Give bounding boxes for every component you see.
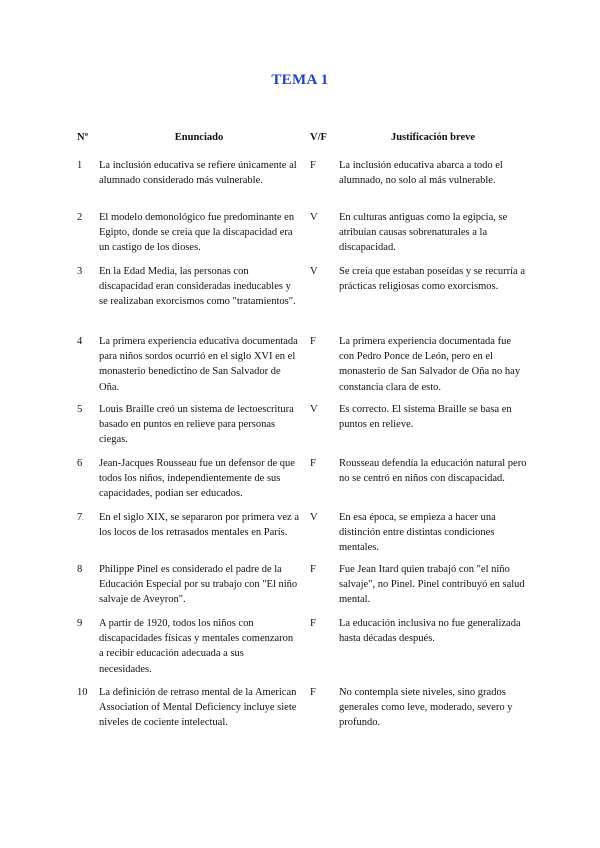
row-justification: La inclusión educativa abarca a todo el alumnado, no solo al más vulnerable. (339, 160, 503, 187)
row-number: 4 (77, 336, 83, 347)
row-justification: En culturas antiguas como la egipcia, se atribuían causas sobrenaturales a la discapacidad. (339, 212, 508, 254)
table-row (77, 402, 527, 456)
header-statement: Enunciado (174, 132, 224, 143)
row-number: 2 (77, 212, 83, 223)
row-vf: V (310, 212, 318, 223)
table-row (77, 685, 527, 745)
row-number: 3 (77, 266, 83, 277)
row-statement: La primera experiencia educativa documentada para niños sordos ocurrió en el siglo XVI en el monasterio benedictino de San Salvador de Oña. (99, 336, 298, 393)
table-row (77, 334, 527, 402)
row-justification: En esa época, se empieza a hacer una distinción entre distintas condiciones mentales. (339, 512, 496, 554)
table-row (77, 158, 527, 210)
row-vf: V (310, 512, 318, 523)
row-justification: Es correcto. El sistema Braille se basa en puntos en relieve. (339, 404, 512, 431)
row-statement: Jean-Jacques Rousseau fue un defensor de que todos los niños, independientemente de sus capacidades, podían ser educados. (99, 458, 295, 500)
table-header (77, 128, 527, 158)
table-row (77, 562, 527, 616)
row-statement: La definición de retraso mental de la American Association of Mental Deficiency incluye siete niveles de cociente intelectual. (99, 687, 297, 729)
table-row (77, 510, 527, 562)
table-row (77, 264, 527, 334)
row-justification: Fue Jean Itard quien trabajó con "el niño salvaje", no Pinel. Pinel contribuyó en salud mental. (339, 564, 525, 606)
table-row (77, 210, 527, 264)
row-statement: En el siglo XIX, se separaron por primera vez a los locos de los retrasados mentales en París. (99, 512, 300, 539)
header-number: Nº (77, 132, 89, 143)
row-justification: Rousseau defendía la educación natural pero no se centró en niños con discapacidad. (339, 458, 527, 485)
table-row (77, 616, 527, 685)
true-false-table (77, 128, 527, 745)
row-vf: F (310, 458, 316, 469)
row-statement: A partir de 1920, todos los niños con discapacidades físicas y mentales comenzaron a recibir educación adecuada a sus necesidades. (99, 618, 294, 675)
row-vf: V (310, 404, 318, 415)
row-justification: La educación inclusiva no fue generalizada hasta décadas después. (339, 618, 521, 645)
row-number: 1 (77, 160, 83, 171)
page-title: TEMA 1 (271, 72, 329, 88)
row-justification: No contempla siete niveles, sino grados generales como leve, moderado, severo y profundo. (339, 687, 513, 729)
row-vf: F (310, 160, 316, 171)
row-statement: Philippe Pinel es considerado el padre de la Educación Especial por su trabajo con "El niño salvaje de Aveyron". (99, 564, 298, 606)
row-number: 10 (77, 687, 88, 698)
row-statement: En la Edad Media, las personas con discapacidad eran consideradas ineducables y se realizaban exorcismos como "tratamientos". (99, 266, 296, 308)
row-number: 8 (77, 564, 83, 575)
header-justification: Justificación breve (390, 132, 476, 143)
row-vf: F (310, 564, 316, 575)
header-vf: V/F (310, 132, 327, 143)
row-statement: Louis Braille creó un sistema de lectoescritura basado en puntos en relieve para personas ciegas. (99, 404, 294, 446)
row-vf: V (310, 266, 318, 277)
row-number: 5 (77, 404, 83, 415)
row-statement: La inclusión educativa se refiere únicamente al alumnado considerado más vulnerable. (99, 160, 297, 187)
row-number: 7 (77, 512, 83, 523)
row-vf: F (310, 336, 316, 347)
row-vf: F (310, 618, 316, 629)
table-row (77, 456, 527, 510)
row-vf: F (310, 687, 316, 698)
row-statement: El modelo demonológico fue predominante en Egipto, donde se creía que la discapacidad era un castigo de los dioses. (99, 212, 295, 254)
row-number: 6 (77, 458, 83, 469)
row-justification: La primera experiencia documentada fue con Pedro Ponce de León, pero en el monasterio de San Salvador de Oña no hay constancia clara de esto. (339, 336, 521, 393)
row-justification: Se creía que estaban poseídas y se recurría a prácticas religiosas como exorcismos. (339, 266, 525, 293)
row-number: 9 (77, 618, 83, 629)
